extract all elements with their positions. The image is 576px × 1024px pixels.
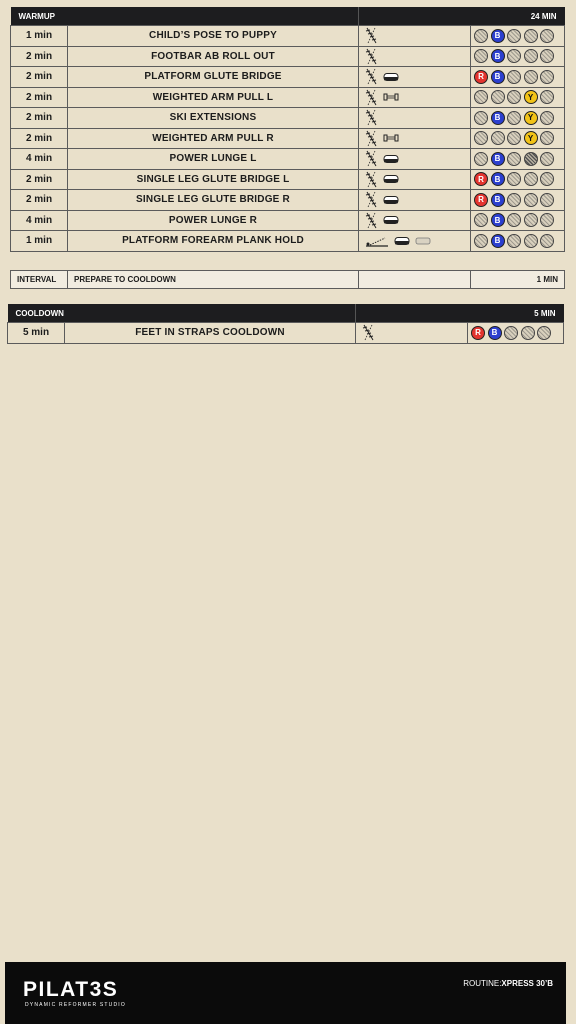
section-title: WARMUP: [11, 7, 359, 26]
level-r-badge: R: [474, 172, 488, 186]
level-empty-badge: [507, 90, 521, 104]
level-empty-badge: [504, 326, 518, 340]
exercise-equipment: [359, 46, 471, 67]
interval-row: [11, 271, 565, 289]
level-b-badge: B: [491, 111, 505, 125]
exercise-name: CHILD’S POSE TO PUPPY: [68, 26, 359, 47]
level-empty-badge: [507, 131, 521, 145]
level-empty-badge: [474, 29, 488, 43]
studio-tagline: DYNAMIC REFORMER STUDIO: [25, 1002, 126, 1008]
spring-icon: [365, 89, 378, 106]
mat-icon: [415, 236, 431, 246]
exercise-row: [11, 26, 565, 47]
exercise-name: PLATFORM GLUTE BRIDGE: [68, 67, 359, 88]
exercise-name: PLATFORM FOREARM PLANK HOLD: [68, 231, 359, 252]
level-empty-badge: [540, 49, 554, 63]
level-r-badge: R: [474, 70, 488, 84]
cooldown-header: [8, 304, 564, 323]
level-b-badge: B: [491, 172, 505, 186]
level-empty-badge: [540, 193, 554, 207]
exercise-equipment: [359, 87, 471, 108]
level-b-badge: B: [491, 152, 505, 166]
level-empty-badge: [524, 29, 538, 43]
spring-icon: [365, 48, 378, 65]
level-b-badge: B: [491, 193, 505, 207]
level-empty-badge: [474, 152, 488, 166]
interval-duration: 1 MIN: [471, 271, 565, 289]
exercise-row: [11, 149, 565, 170]
exercise-levels: [471, 149, 565, 170]
level-y-badge: Y: [524, 111, 538, 125]
level-r-badge: R: [474, 193, 488, 207]
level-empty-badge: [474, 111, 488, 125]
exercise-row: [11, 67, 565, 88]
level-empty-badge: [474, 49, 488, 63]
exercise-time: 2 min: [11, 67, 68, 88]
platform-icon: [383, 195, 399, 205]
level-empty-badge: [540, 90, 554, 104]
level-empty-badge: [540, 213, 554, 227]
exercise-equipment: [359, 67, 471, 88]
dumbbell-icon: [383, 92, 399, 102]
exercise-time: 2 min: [11, 87, 68, 108]
level-empty-badge: [491, 90, 505, 104]
level-empty-badge: [507, 152, 521, 166]
level-empty-badge: [537, 326, 551, 340]
warmup-header: [11, 7, 565, 26]
exercise-time: 2 min: [11, 169, 68, 190]
level-empty-badge: [491, 131, 505, 145]
level-empty-badge: [524, 70, 538, 84]
level-empty-badge: [474, 234, 488, 248]
level-empty-badge: [524, 193, 538, 207]
level-y-badge: Y: [524, 90, 538, 104]
exercise-row: [11, 169, 565, 190]
exercise-row: [11, 87, 565, 108]
level-empty-badge: [524, 49, 538, 63]
section-duration: 24 MIN: [359, 7, 565, 26]
level-empty-badge: [540, 234, 554, 248]
exercise-equipment: [359, 128, 471, 149]
exercise-time: 1 min: [11, 26, 68, 47]
level-empty-badge: [507, 70, 521, 84]
level-empty-badge: [507, 193, 521, 207]
level-empty-badge: [507, 29, 521, 43]
routine-label: ROUTINE:: [463, 979, 502, 988]
exercise-row: [11, 128, 565, 149]
interval-name: PREPARE TO COOLDOWN: [68, 271, 359, 289]
section-duration: 5 MIN: [356, 304, 564, 323]
exercise-equipment: [359, 231, 471, 252]
spring-icon: [362, 324, 375, 341]
level-b-badge: B: [491, 49, 505, 63]
exercise-row: [11, 190, 565, 211]
routine-info: [463, 979, 553, 988]
platform-icon: [383, 174, 399, 184]
exercise-time: 2 min: [11, 46, 68, 67]
exercise-levels: [471, 169, 565, 190]
level-empty-badge: [524, 234, 538, 248]
exercise-equipment: [359, 210, 471, 231]
exercise-time: 1 min: [11, 231, 68, 252]
spring-icon: [365, 171, 378, 188]
spring-icon: [365, 150, 378, 167]
level-empty-badge: [507, 234, 521, 248]
studio-logo: PILAT3S: [23, 978, 119, 1001]
exercise-equipment: [359, 149, 471, 170]
exercise-row: [11, 108, 565, 129]
exercise-row: [11, 231, 565, 252]
level-empty-badge: [540, 152, 554, 166]
section-title: COOLDOWN: [8, 304, 356, 323]
exercise-time: 2 min: [11, 190, 68, 211]
level-r-badge: R: [471, 326, 485, 340]
level-b-badge: B: [491, 70, 505, 84]
spring-icon: [365, 68, 378, 85]
spring-icon: [365, 212, 378, 229]
exercise-levels: [471, 128, 565, 149]
level-empty-badge: [521, 326, 535, 340]
level-empty-badge: [540, 70, 554, 84]
exercise-levels: [471, 210, 565, 231]
exercise-name: POWER LUNGE R: [68, 210, 359, 231]
cooldown-section: [7, 304, 563, 344]
exercise-levels: [471, 67, 565, 88]
level-empty-badge: [474, 90, 488, 104]
exercise-time: 4 min: [11, 149, 68, 170]
exercise-equipment: [356, 323, 468, 344]
exercise-name: FEET IN STRAPS COOLDOWN: [65, 323, 356, 344]
exercise-time: 5 min: [8, 323, 65, 344]
exercise-time: 2 min: [11, 128, 68, 149]
level-b-badge: B: [491, 29, 505, 43]
level-empty-badge: [524, 213, 538, 227]
footer-bar: [5, 962, 566, 1024]
level-y-badge: Y: [524, 131, 538, 145]
level-empty-badge: [507, 111, 521, 125]
exercise-equipment: [359, 190, 471, 211]
exercise-name: POWER LUNGE L: [68, 149, 359, 170]
level-empty-badge: [540, 111, 554, 125]
exercise-levels: [468, 323, 564, 344]
platform-icon: [383, 215, 399, 225]
exercise-levels: [471, 26, 565, 47]
routine-name: XPRESS 30’B: [501, 979, 553, 988]
level-empty-badge: [474, 131, 488, 145]
exercise-equipment: [359, 26, 471, 47]
exercise-name: FOOTBAR AB ROLL OUT: [68, 46, 359, 67]
exercise-levels: [471, 231, 565, 252]
spring-icon: [365, 130, 378, 147]
spring-icon: [365, 109, 378, 126]
level-b-badge: B: [491, 213, 505, 227]
exercise-name: SKI EXTENSIONS: [68, 108, 359, 129]
exercise-levels: [471, 87, 565, 108]
spring-icon: [365, 27, 378, 44]
exercise-name: SINGLE LEG GLUTE BRIDGE R: [68, 190, 359, 211]
interval-label: INTERVAL: [11, 271, 68, 289]
level-empty-badge: [507, 49, 521, 63]
level-empty-badge: [540, 29, 554, 43]
exercise-levels: [471, 46, 565, 67]
exercise-row: [11, 210, 565, 231]
exercise-time: 2 min: [11, 108, 68, 129]
dumbbell-icon: [383, 133, 399, 143]
exercise-name: WEIGHTED ARM PULL L: [68, 87, 359, 108]
incline-icon: [365, 235, 389, 247]
level-b-badge: B: [488, 326, 502, 340]
exercise-time: 4 min: [11, 210, 68, 231]
level-empty-badge: [540, 172, 554, 186]
level-empty-badge: [524, 152, 538, 166]
exercise-row: [8, 323, 564, 344]
exercise-equipment: [359, 169, 471, 190]
warmup-section: [10, 7, 564, 252]
level-empty-badge: [507, 172, 521, 186]
platform-icon: [383, 72, 399, 82]
exercise-equipment: [359, 108, 471, 129]
level-empty-badge: [474, 213, 488, 227]
level-empty-badge: [540, 131, 554, 145]
level-empty-badge: [507, 213, 521, 227]
exercise-row: [11, 46, 565, 67]
interval-section: [10, 270, 564, 289]
spring-icon: [365, 191, 378, 208]
platform-icon: [394, 236, 410, 246]
level-b-badge: B: [491, 234, 505, 248]
platform-icon: [383, 154, 399, 164]
exercise-name: WEIGHTED ARM PULL R: [68, 128, 359, 149]
exercise-levels: [471, 190, 565, 211]
level-empty-badge: [524, 172, 538, 186]
exercise-levels: [471, 108, 565, 129]
exercise-name: SINGLE LEG GLUTE BRIDGE L: [68, 169, 359, 190]
